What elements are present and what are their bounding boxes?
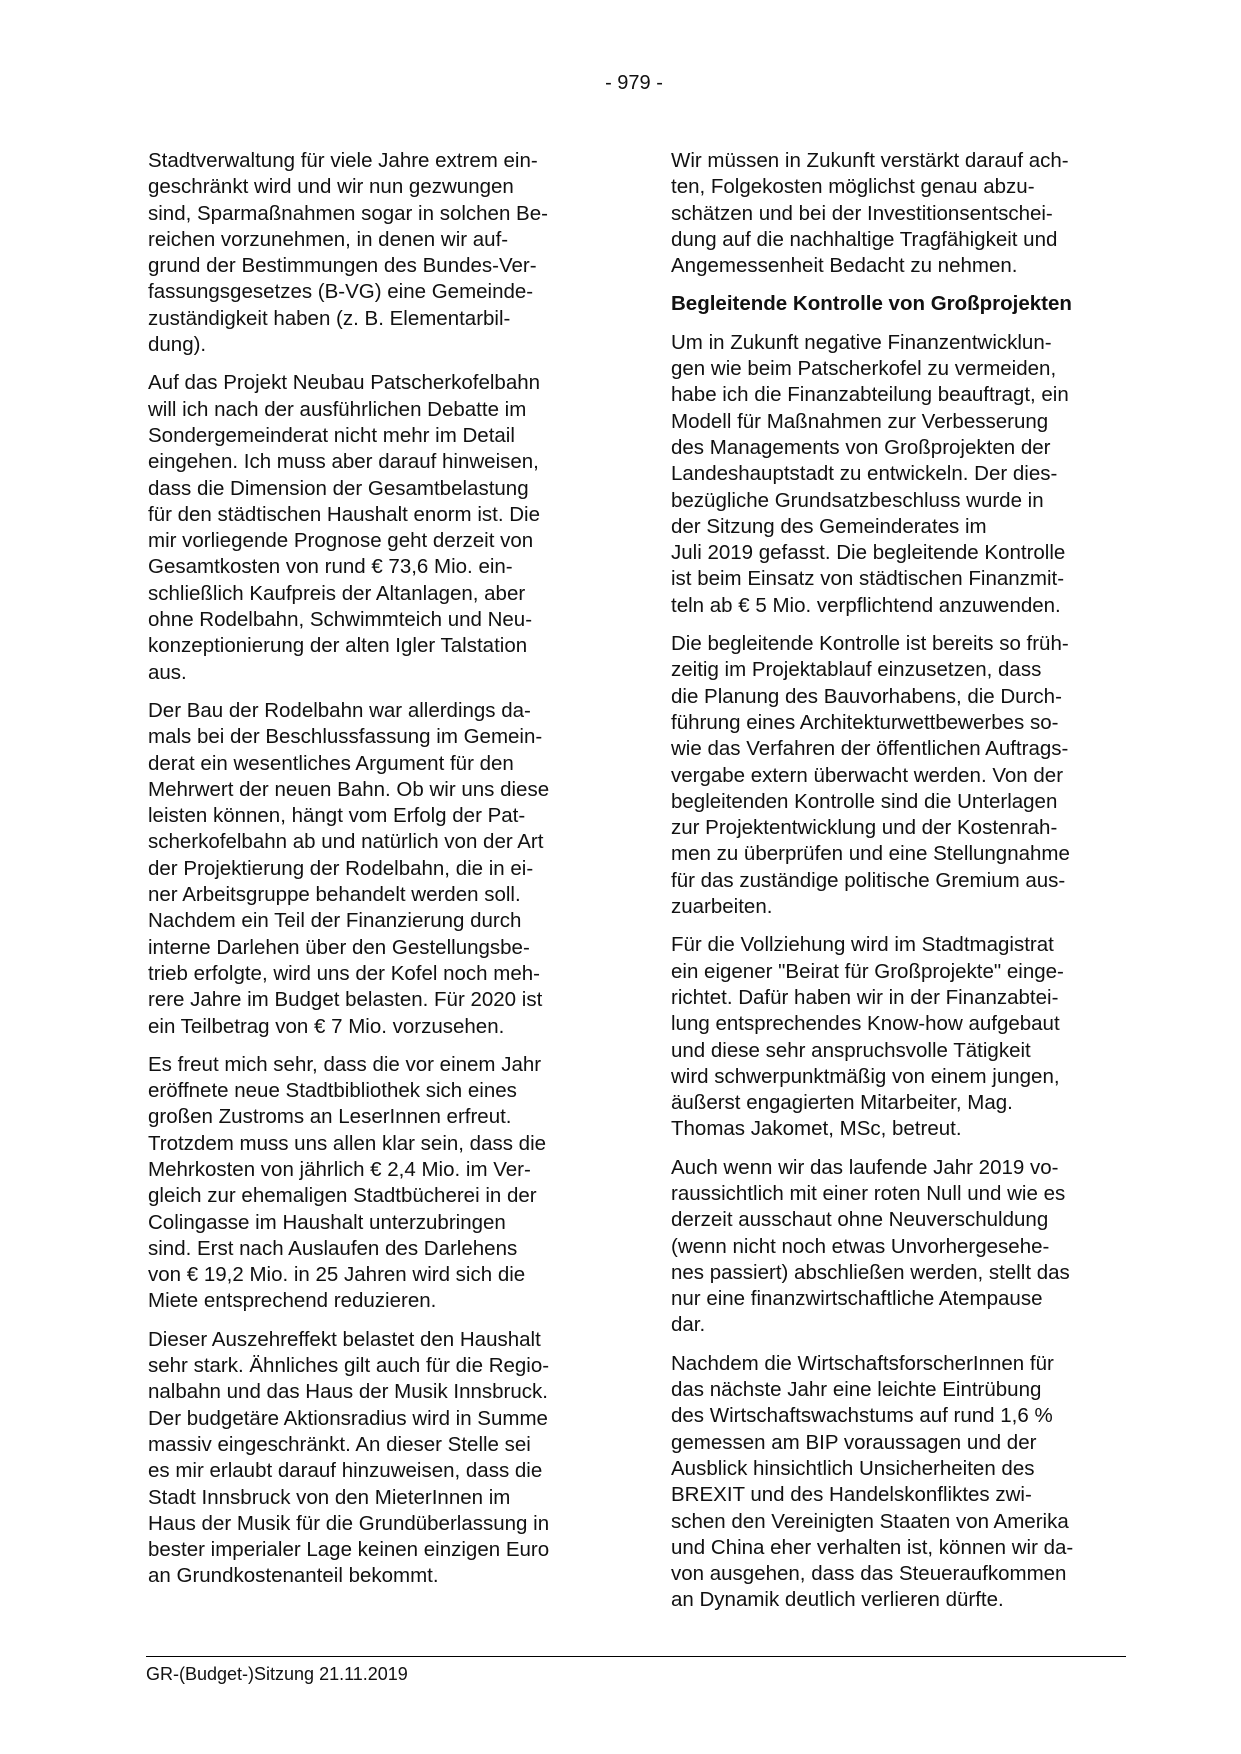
footer-text: GR-(Budget-)Sitzung 21.11.2019 (146, 1664, 408, 1684)
paragraph: Auf das Projekt Neubau Patscherkofelbahn will ich nach der ausführlichen Debatte im Sondergemeinderat nicht mehr im Detail eingehen. Ich muss aber darauf hinweisen, dass die Dimension der Gesamtbelastung für den städtischen Haushalt enorm ist. Die mir vorliegende Prognose geht derzeit von Gesamtkosten von rund € 73,6 Mio. ein- schließlich Kaufpreis der Altanlagen, aber ohne Rodelbahn, Schwimmteich und Neu- konzeptionierung der alten Igler Talstation aus. (148, 371, 541, 684)
paragraph: Für die Vollziehung wird im Stadtmagistrat ein eigener "Beirat für Großprojekte" einge- richtet. Dafür haben wir in der Finanzabtei- lung entsprechendes Know-how aufgebaut und diese sehr anspruchsvolle Tätigkeit wird schwerpunktmäßig von einem jungen, äußerst engagierten Mitarbeiter, Mag. Thomas Jakomet, MSc, betreut. (671, 933, 1064, 1141)
right-column (671, 148, 1141, 1626)
footer-divider (146, 1656, 1126, 1657)
paragraph: Stadtverwaltung für viele Jahre extrem ein- geschränkt wird und wir nun gezwungen sind, Sparmaßnahmen sogar in solchen Be- reichen vorzunehmen, in denen wir auf- grund der Bestimmungen des Bundes-Ver- fassungsgesetzes (B-VG) eine Gemeinde- zuständigkeit haben (z. B. Elementarbil- dung). (148, 149, 548, 357)
page-number: - 979 - (605, 72, 663, 94)
paragraph: Nachdem die WirtschaftsforscherInnen für das nächste Jahr eine leichte Eintrübung des Wirtschaftswachstums auf rund 1,6 % gemessen am BIP voraussagen und der Ausblick hinsichtlich Unsicherheiten des BREXIT und des Handelskonfliktes zwi- schen den Vereinigten Staaten von Amerika und China eher verhalten ist, können wir da- von ausgehen, dass das Steueraufkommen an Dynamik deutlich verlieren dürfte. (671, 1351, 1074, 1612)
section-heading: Begleitende Kontrolle von Großprojekten (671, 292, 1072, 316)
paragraph: Die begleitende Kontrolle ist bereits so früh- zeitig im Projektablauf einzusetzen, dass die Planung des Bauvorhabens, die Durch- führung eines Architekturwettbewerbes so- wie das Verfahren der öffentlichen Auftrags- vergabe extern überwacht werden. Von der begleitenden Kontrolle sind die Unterlagen zur Projektentwicklung und der Kostenrah- men zu überprüfen und eine Stellungnahme für das zuständige politische Gremium aus- zuarbeiten. (671, 632, 1070, 919)
paragraph: Um in Zukunft negative Finanzentwicklun- gen wie beim Patscherkofel zu vermeiden, habe ich die Finanzabteilung beauftragt, ein Modell für Maßnahmen zur Verbesserung des Managements von Großprojekten der Landeshauptstadt zu entwickeln. Der dies- bezügliche Grundsatzbeschluss wurde in der Sitzung des Gemeinderates im Juli 2019 gefasst. Die begleitende Kontrolle ist beim Einsatz von städtischen Finanzmit- teln ab € 5 Mio. verpflichtend anzuwenden. (671, 330, 1069, 617)
paragraph: Der Bau der Rodelbahn war allerdings da- mals bei der Beschlussfassung im Gemein- derat ein wesentliches Argument für den Mehrwert der neuen Bahn. Ob wir uns diese leisten können, hängt vom Erfolg der Pat- scherkofelbahn ab und natürlich von der Art der Projektierung der Rodelbahn, die in ei- ner Arbeitsgruppe behandelt werden soll. Nachdem ein Teil der Finanzierung durch interne Darlehen über den Gestellungsbe- trieb erfolgte, wird uns der Kofel noch meh- rere Jahre im Budget belasten. Für 2020 ist ein Teilbetrag von € 7 Mio. vorzusehen. (148, 698, 550, 1038)
left-column (148, 148, 608, 1602)
paragraph: Es freut mich sehr, dass die vor einem Jahr eröffnete neue Stadtbibliothek sich eines großen Zustroms an LeserInnen erfreut. Trotzdem muss uns allen klar sein, dass die Mehrkosten von jährlich € 2,4 Mio. im Ver- gleich zur ehemaligen Stadtbücherei in der Colingasse im Haushalt unterzubringen sind. Erst nach Auslaufen des Darlehens von € 19,2 Mio. in 25 Jahren wird sich die Miete entsprechend reduzieren. (148, 1052, 547, 1313)
paragraph: Wir müssen in Zukunft verstärkt darauf ach- ten, Folgekosten möglichst genau abzu- schätzen und bei der Investitionsentschei- dung auf die nachhaltige Tragfähigkeit und Angemessenheit Bedacht zu nehmen. (671, 149, 1069, 278)
paragraph: Dieser Auszehreffekt belastet den Haushalt sehr stark. Ähnliches gilt auch für die Regio- nalbahn und das Haus der Musik Innsbruck. Der budgetäre Aktionsradius wird in Summe massiv eingeschränkt. An dieser Stelle sei es mir erlaubt darauf hinzuweisen, dass die Stadt Innsbruck von den MieterInnen im Haus der Musik für die Grundüberlassung in bester imperialer Lage keinen einzigen Euro an Grundkostenanteil bekommt. (148, 1327, 550, 1588)
paragraph: Auch wenn wir das laufende Jahr 2019 vo- raussichtlich mit einer roten Null und wie es derzeit ausschaut ohne Neuverschuldung (wenn nicht noch etwas Unvorhergesehe- nes passiert) abschließen werden, stellt das nur eine finanzwirtschaftliche Atempause dar. (671, 1155, 1070, 1337)
